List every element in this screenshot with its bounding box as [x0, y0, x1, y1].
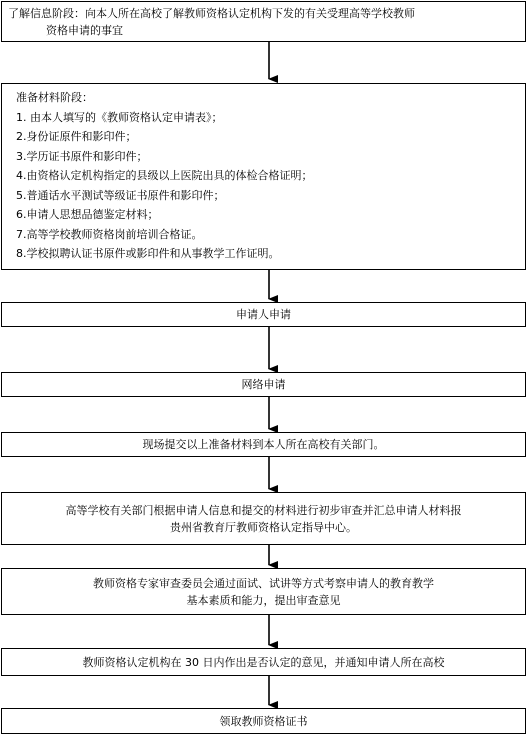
step-info-stage: [1, 1, 526, 42]
step-online-apply: [1, 372, 526, 397]
preliminary-review-line1: 高等学校有关部门根据申请人信息和提交的材料进行初步审查并汇总申请人材料报: [65, 503, 462, 517]
prepare-item: 1. 由本人填写的《教师资格认定申请表》；: [16, 110, 223, 124]
prepare-item: 8.学校拟聘认证书原件或影印件和从事教学工作证明。: [16, 247, 280, 260]
certification-decision-label: 教师资格认定机构在 30 日内作出是否认定的意见，并通知申请人所在高校: [82, 655, 445, 669]
prepare-item: 6.申请人思想品德鉴定材料；: [16, 208, 159, 221]
expert-review-line2: 基本素质和能力，提出审查意见: [186, 593, 341, 607]
step-expert-review: [1, 568, 526, 615]
prepare-title: 准备材料阶段：: [16, 91, 93, 104]
applicant-apply-label: 申请人申请: [236, 308, 291, 321]
prepare-item: 4.由资格认定机构指定的县级以上医院出具的体检合格证明；: [16, 169, 313, 182]
step-applicant-apply: [1, 302, 526, 327]
step-info-line2: 资格申请的事宜: [46, 24, 123, 37]
step-onsite-submit: [1, 432, 526, 457]
prepare-item: 7.高等学校教师资格岗前培训合格证。: [16, 227, 203, 241]
step-preliminary-review: [1, 492, 526, 545]
expert-review-line1: 教师资格专家审查委员会通过面试、试讲等方式考察申请人的教育教学: [93, 576, 434, 590]
step-info-line1: 了解信息阶段：向本人所在高校了解教师资格认定机构下发的有关受理高等学校教师: [8, 7, 415, 20]
step-prepare-materials: [1, 83, 526, 270]
prepare-item: 3.学历证书原件和影印件；: [16, 149, 148, 163]
step-receive-certificate: [1, 708, 526, 734]
prepare-item: 5.普通话水平测试等级证书原件和影印件；: [16, 188, 225, 202]
preliminary-review-line2: 贵州省教育厅教师资格认定指导中心。: [170, 520, 357, 534]
prepare-item: 2.身份证原件和影印件；: [16, 130, 137, 143]
online-apply-label: 网络申请: [241, 378, 286, 391]
step-certification-decision: [1, 648, 526, 676]
receive-certificate-label: 领取教师资格证书: [219, 714, 308, 728]
onsite-submit-label: 现场提交以上准备材料到本人所在高校有关部门。: [142, 438, 385, 451]
